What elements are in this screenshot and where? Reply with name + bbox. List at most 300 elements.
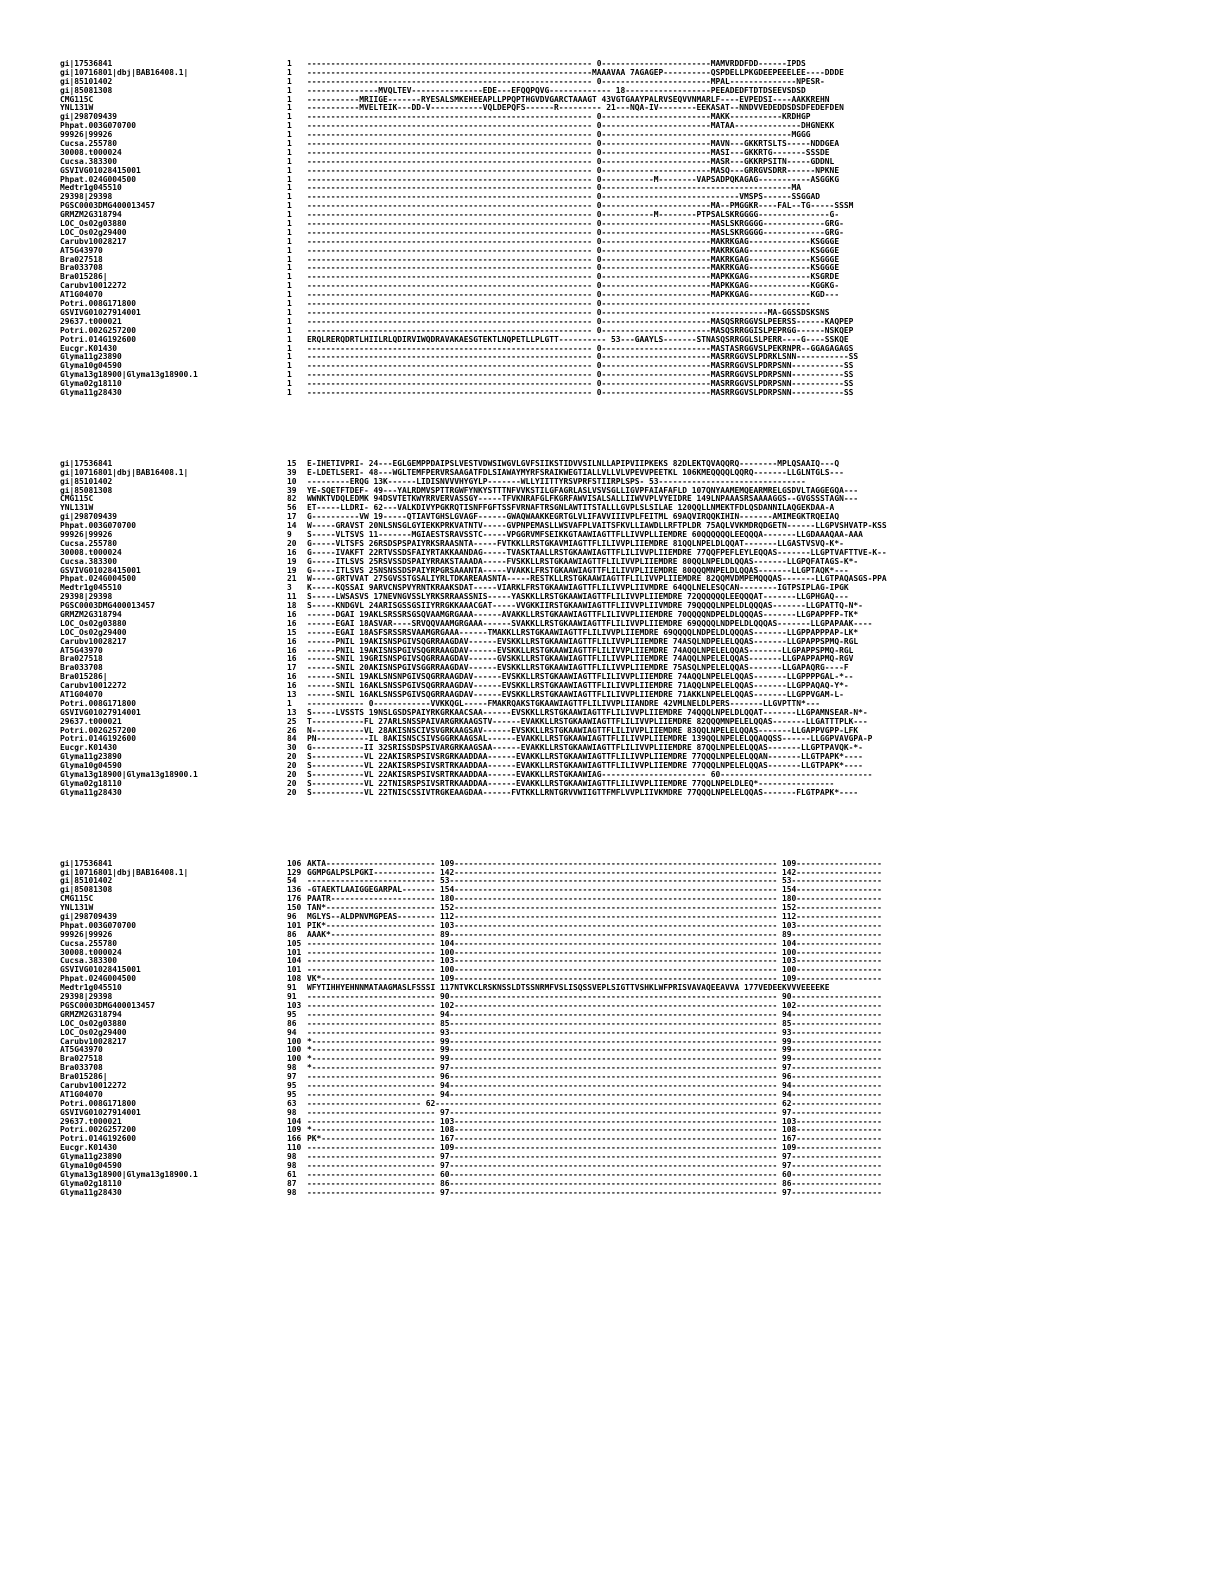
sequence-name: CMG115C bbox=[60, 895, 94, 904]
sequence-name: Carubv10012272 bbox=[60, 682, 127, 691]
sequence-residues: E-LDETLSERI- 48---WGLTEMFPERVRSAAGATFDLSIAWAYMYRFSRAIKWEGTIALLVLLVLVPEVVPEETKL 106KMEQQQQLQQRQ-------LLGLNTGLS--- bbox=[307, 468, 844, 477]
alignment-row bbox=[60, 664, 1165, 673]
alignment-row bbox=[60, 966, 1165, 975]
sequence-residues: G----------VW 19-----QTIAVTGHSLGVAGF------GWAQWAAKKEGRTGLVLIFAVVIIIVPLFEITML 69AQVIRQQKIHIN-------AMIMEGKTRQEIAQ bbox=[307, 513, 840, 522]
alignment-row bbox=[60, 558, 1165, 567]
alignment-row bbox=[60, 176, 1165, 185]
sequence-residues: ---------------MVQLTEV---------------EDE---EFQQPQVG------------- 18------------------PEEADEDFTDTDSEEVSDSD bbox=[307, 86, 806, 95]
alignment-row bbox=[60, 638, 1165, 647]
alignment-row bbox=[60, 1064, 1165, 1073]
sequence-residues: ------SNIL 19GRISNSPGIVSQGRRAAGDAV------GVSKKLLRSTGKAAWIAGTTFLILIVVPLIIEMDRE 74AQQLNPELELQQAS-------LLGPAPPAPMQ-RGV bbox=[307, 655, 854, 664]
sequence-residues: ------------------------------------------------------------ 0-----------M--------PTPSALSKRGGGG---------------G- bbox=[307, 211, 840, 220]
sequence-residues: --------------------------- 100-------------------------------------------------------------------- 100------------------ bbox=[307, 966, 882, 975]
sequence-start-position: 1 bbox=[287, 308, 292, 317]
sequence-residues: ------------------------------------------------------------ 0----------------------------------------MA bbox=[307, 184, 802, 193]
sequence-residues: W-----GRAVST 20NLSNSGLGYIEKKPRKVATNTV-----GVPNPEMASLLWSVAFPLVAITSFKVLLIAWDLLRFTPLDR 75AQLVVKMDRQDGETN------LLGPVSHVATP-KSS bbox=[307, 522, 887, 531]
sequence-name: Glyma13g18900|Glyma13g18900.1 bbox=[60, 371, 198, 380]
alignment-row bbox=[60, 211, 1165, 220]
sequence-start-position: 1 bbox=[287, 371, 292, 380]
sequence-start-position: 1 bbox=[287, 291, 292, 300]
alignment-row bbox=[60, 611, 1165, 620]
sequence-name: Potri.014G192600 bbox=[60, 335, 137, 344]
sequence-start-position: 101 bbox=[287, 921, 302, 930]
sequence-start-position: 16 bbox=[287, 673, 297, 682]
sequence-name: GSVIVG01028415001 bbox=[60, 166, 141, 175]
sequence-residues: -GTAEKTLAAIGGEGARPAL------- 154-------------------------------------------------------------------- 154------------------ bbox=[307, 886, 882, 895]
sequence-start-position: 1 bbox=[287, 148, 292, 157]
sequence-residues: N-----------VL 28AKISNSCIVSVGRKAAGSAV------EVSKKLLRSTGKAAWIAGTTFLILIVVPLIIEMDRE 83QQLNPELELQQAS-------LLGAPPVGPP-LFK bbox=[307, 726, 859, 735]
sequence-name: 99926|99926 bbox=[60, 131, 113, 140]
sequence-residues: ------------------------------------------------------------ 0-----------------------MASRRGGVSLPDRPSNN-----------SS bbox=[307, 371, 854, 380]
sequence-start-position: 166 bbox=[287, 1135, 302, 1144]
sequence-start-position: 100 bbox=[287, 1055, 302, 1064]
sequence-start-position: 1 bbox=[287, 122, 292, 131]
sequence-residues: --------------------------- 104-------------------------------------------------------------------- 104------------------ bbox=[307, 939, 882, 948]
alignment-row bbox=[60, 549, 1165, 558]
sequence-residues: S-----VLTSVS 11-------MGIAESTSRAVSSTC-----VPGGRVMFSEIKKGTAAWIAGTTFLLIVVPLLIEMDRE 60QQQQQQLEEQQQA-------LLGDAAAQAA-AAA bbox=[307, 530, 863, 539]
sequence-residues: WWNKTVDQLEDMK 94DSVTETKWYRRVERVASSGY-----TFVKNRAFGLFKGRFAWVISALSALLIIWVVPLVYEIDRE 149LNPAAASRSAAAAGGS--GVGSSSTAGN--- bbox=[307, 495, 859, 504]
sequence-start-position: 136 bbox=[287, 886, 302, 895]
sequence-start-position: 1 bbox=[287, 282, 292, 291]
sequence-name: YNL131W bbox=[60, 904, 94, 913]
sequence-name: gi|10716801|dbj|BAB16408.1| bbox=[60, 868, 189, 877]
alignment-row bbox=[60, 300, 1165, 309]
sequence-name: Eucgr.K01430 bbox=[60, 744, 118, 753]
sequence-residues: ------------------------------------------------------------ 0----------------------------------------MGGG bbox=[307, 131, 811, 140]
sequence-name: Bra027518 bbox=[60, 655, 103, 664]
alignment-row bbox=[60, 167, 1165, 176]
sequence-residues: ------------------------------------------------------------ 0-----------------------MA--PMGGKR----FAL--TG-----SSSM bbox=[307, 202, 854, 211]
alignment-block-1 bbox=[60, 60, 1165, 398]
sequence-residues: -----------MVELTEIK---DD-V-----------VQLDEPQFS------R--------- 21---NQA-IV--------EEKASAT--NNDVVEDEDDSDSDFEDEFDEN bbox=[307, 104, 844, 113]
alignment-row bbox=[60, 584, 1165, 593]
sequence-name: 30008.t000024 bbox=[60, 148, 122, 157]
alignment-row bbox=[60, 1153, 1165, 1162]
sequence-residues: ------------------------------------------------------------MAAAVAA 7AGAGEP----------QSPDELLPKGDEEPEEELEE----DDDE bbox=[307, 68, 844, 77]
alignment-row bbox=[60, 149, 1165, 158]
alignment-row bbox=[60, 949, 1165, 958]
sequence-start-position: 16 bbox=[287, 610, 297, 619]
sequence-residues: ------------------------------------------------------------ 0-----------------------MASRRGGVSLPDRPSNN-----------SS bbox=[307, 380, 854, 389]
sequence-start-position: 1 bbox=[287, 131, 292, 140]
sequence-start-position: 25 bbox=[287, 717, 297, 726]
sequence-name: GSVIVG01027914001 bbox=[60, 708, 141, 717]
sequence-residues: ------------------------------------------------------------ 0-----------------------MAMVRDDFDD------IPDS bbox=[307, 60, 806, 68]
sequence-start-position: 1 bbox=[287, 166, 292, 175]
sequence-start-position: 20 bbox=[287, 762, 297, 771]
sequence-start-position: 106 bbox=[287, 859, 302, 868]
alignment-row bbox=[60, 913, 1165, 922]
sequence-residues: ------------------------------------------------------------ 0-----------------------MASTASRGGVSLPEKRNPR--GGAGAGAGS bbox=[307, 344, 854, 353]
sequence-residues: K-----KQSSAI 9ARVCNSPVYRNTKRAAKSDAT-----VIARKLFRSTGKAAWIAGTTFLILIVVPLIIVMDRE 64QQLNELESQCAN--------IGTPSIPLAG-IPGK bbox=[307, 584, 849, 593]
alignment-row bbox=[60, 96, 1165, 105]
sequence-start-position: 1 bbox=[287, 699, 292, 708]
sequence-name: Glyma02g18110 bbox=[60, 380, 122, 389]
sequence-start-position: 39 bbox=[287, 486, 297, 495]
alignment-row bbox=[60, 575, 1165, 584]
alignment-row bbox=[60, 700, 1165, 709]
alignment-row bbox=[60, 682, 1165, 691]
sequence-start-position: 98 bbox=[287, 1064, 297, 1073]
sequence-name: Eucgr.K01430 bbox=[60, 344, 118, 353]
sequence-name: AT5G43970 bbox=[60, 246, 103, 255]
sequence-residues: *-------------------------- 99--------------------------------------------------------------------- 99------------------- bbox=[307, 1046, 882, 1055]
sequence-start-position: 105 bbox=[287, 939, 302, 948]
alignment-row bbox=[60, 1162, 1165, 1171]
sequence-name: LOC_Os02g29400 bbox=[60, 1028, 127, 1037]
sequence-name: 29637.t000021 bbox=[60, 1117, 122, 1126]
sequence-residues: --------------------------- 100-------------------------------------------------------------------- 100------------------ bbox=[307, 948, 882, 957]
alignment-row bbox=[60, 522, 1165, 531]
alignment-row bbox=[60, 620, 1165, 629]
sequence-start-position: 13 bbox=[287, 691, 297, 699]
sequence-residues: ------------------------------------------------------------ 0-----------------------MAPKKGAG-------------KGD--- bbox=[307, 291, 840, 300]
sequence-name: GSVIVG01027914001 bbox=[60, 308, 141, 317]
sequence-start-position: 1 bbox=[287, 86, 292, 95]
sequence-start-position: 17 bbox=[287, 513, 297, 522]
sequence-start-position: 17 bbox=[287, 664, 297, 673]
alignment-row bbox=[60, 327, 1165, 336]
alignment-row bbox=[60, 1073, 1165, 1082]
sequence-name: CMG115C bbox=[60, 495, 94, 504]
sequence-start-position: 16 bbox=[287, 655, 297, 664]
sequence-residues: --------------------------- 109-------------------------------------------------------------------- 109------------------ bbox=[307, 1144, 882, 1153]
sequence-name: Potri.002G257200 bbox=[60, 726, 137, 735]
sequence-name: Carubv10028217 bbox=[60, 637, 127, 646]
sequence-name: GSVIVG01027914001 bbox=[60, 1108, 141, 1117]
alignment-row bbox=[60, 762, 1165, 771]
alignment-row bbox=[60, 593, 1165, 602]
alignment-row bbox=[60, 540, 1165, 549]
sequence-start-position: 104 bbox=[287, 957, 302, 966]
sequence-start-position: 16 bbox=[287, 637, 297, 646]
alignment-row bbox=[60, 1144, 1165, 1153]
alignment-row bbox=[60, 282, 1165, 291]
alignment-row bbox=[60, 273, 1165, 282]
sequence-residues: ------------------------------------------------------------ 0-----------------------MAKK-----------KRDHGP bbox=[307, 113, 811, 122]
alignment-row bbox=[60, 122, 1165, 131]
sequence-name: Bra033708 bbox=[60, 664, 103, 673]
sequence-name: 29398|29398 bbox=[60, 193, 113, 202]
sequence-start-position: 9 bbox=[287, 530, 292, 539]
alignment-row bbox=[60, 1100, 1165, 1109]
sequence-residues: ------SNIL 19AKLSNSNPGIVSQGRRAAGDAV------EVSKKLLRSTGKAAWIAGTTFLILIVVPLIIEMDRE 74AQQLNPELELQQAS-------LLGPPPPGAL-*-- bbox=[307, 673, 854, 682]
sequence-residues: ------------------------------------------------------------ 0-----------------------MASI---GKKRTG-------SSSDE bbox=[307, 148, 830, 157]
alignment-row bbox=[60, 1055, 1165, 1064]
sequence-name: Glyma13g18900|Glyma13g18900.1 bbox=[60, 771, 198, 780]
sequence-name: Carubv10012272 bbox=[60, 1081, 127, 1090]
alignment-row bbox=[60, 1180, 1165, 1189]
sequence-start-position: 1 bbox=[287, 104, 292, 113]
sequence-residues: ------------------------------------------------------------ 0-----------------------MASLSKRGGGG-------------GRG- bbox=[307, 228, 844, 237]
sequence-residues: AKTA----------------------- 109-------------------------------------------------------------------- 109------------------ bbox=[307, 859, 882, 868]
sequence-residues: ERQLRERQDRTLHIILRLQDIRVIWQDRAVAKAESGTEKTLNQPETLLPLGTT---------- 53---GAAYLS-------STNASQSRRGGLSLPERR----G----SSKQE bbox=[307, 335, 849, 344]
sequence-start-position: 100 bbox=[287, 1046, 302, 1055]
alignment-row bbox=[60, 1126, 1165, 1135]
alignment-row bbox=[60, 87, 1165, 96]
alignment-row bbox=[60, 309, 1165, 318]
sequence-residues: ------------------------------------------------------------ 0-----------------------MASLSKRGGGG-------------GRG- bbox=[307, 220, 844, 229]
sequence-name: Phpat.024G004500 bbox=[60, 975, 137, 984]
sequence-name: Glyma10g04590 bbox=[60, 762, 122, 771]
sequence-name: Medtr1g045510 bbox=[60, 184, 122, 193]
sequence-residues: --------------------------- 94--------------------------------------------------------------------- 94------------------- bbox=[307, 1081, 882, 1090]
sequence-name: gi|10716801|dbj|BAB16408.1| bbox=[60, 68, 189, 77]
alignment-row bbox=[60, 495, 1165, 504]
sequence-start-position: 96 bbox=[287, 913, 297, 922]
sequence-start-position: 1 bbox=[287, 113, 292, 122]
sequence-start-position: 95 bbox=[287, 1090, 297, 1099]
sequence-start-position: 86 bbox=[287, 930, 297, 939]
sequence-name: Medtr1g045510 bbox=[60, 584, 122, 593]
alignment-row bbox=[60, 984, 1165, 993]
sequence-name: Cucsa.255780 bbox=[60, 939, 118, 948]
sequence-name: Glyma11g28430 bbox=[60, 388, 122, 397]
sequence-name: gi|298709439 bbox=[60, 513, 118, 522]
alignment-row bbox=[60, 1189, 1165, 1198]
sequence-residues: S-----------VL 22AKISRSPSIVSRTRKAADDAA------EVAKKLLRSTGKAAWIAGTTFLILIVVPLIIEMDRE 77QQQLNPELELQQAS-------LLGTPAPK*---- bbox=[307, 762, 863, 771]
alignment-row bbox=[60, 655, 1165, 664]
alignment-row bbox=[60, 1091, 1165, 1100]
sequence-residues: --------------------------- 102-------------------------------------------------------------------- 102------------------ bbox=[307, 1001, 882, 1010]
sequence-name: Phpat.003G070700 bbox=[60, 522, 137, 531]
alignment-row bbox=[60, 1118, 1165, 1127]
sequence-start-position: 84 bbox=[287, 735, 297, 744]
sequence-name: Carubv10028217 bbox=[60, 1037, 127, 1046]
sequence-name: PGSC0003DMG400013457 bbox=[60, 602, 156, 611]
alignment-row bbox=[60, 1135, 1165, 1144]
sequence-name: Medtr1g045510 bbox=[60, 984, 122, 993]
sequence-start-position: 91 bbox=[287, 993, 297, 1002]
alignment-row bbox=[60, 1029, 1165, 1038]
alignment-row bbox=[60, 957, 1165, 966]
sequence-residues: MGLYS--ALDPNVMGPEAS-------- 112-------------------------------------------------------------------- 112------------------ bbox=[307, 913, 882, 922]
sequence-residues: ------------------------------------------------------------ 0-----------------------MASRRGGVSLPDRKLSNN-----------SS bbox=[307, 353, 859, 362]
sequence-name: gi|17536841 bbox=[60, 859, 113, 868]
sequence-name: AT5G43970 bbox=[60, 646, 103, 655]
sequence-residues: --------------------------- 94--------------------------------------------------------------------- 94------------------- bbox=[307, 1090, 882, 1099]
sequence-start-position: 13 bbox=[287, 708, 297, 717]
sequence-name: Potri.014G192600 bbox=[60, 735, 137, 744]
sequence-residues: ------SNIL 16AKLSNSSPGIVSQGRRAAGDAV------EVSKKLLRSTGKAAWIAGTTFLILIVVPLIIEMDRE 71AKKLNPELELQQAS-------LLGPPVGAM-L- bbox=[307, 691, 844, 699]
sequence-name: Eucgr.K01430 bbox=[60, 1144, 118, 1153]
sequence-start-position: 1 bbox=[287, 344, 292, 353]
sequence-start-position: 1 bbox=[287, 317, 292, 326]
sequence-start-position: 20 bbox=[287, 753, 297, 762]
sequence-start-position: 1 bbox=[287, 380, 292, 389]
sequence-name: Glyma11g28430 bbox=[60, 1188, 122, 1197]
alignment-row bbox=[60, 940, 1165, 949]
sequence-residues: ------PNIL 19AKISNSPGIVSQGRRAAGDAV------EVSKKLLRSTGKAAWIAGTTFLILIVVPLIIEMDRE 74AQQLNPELELQQAS-------LLGPAPPSPMQ-RGL bbox=[307, 646, 854, 655]
sequence-start-position: 16 bbox=[287, 548, 297, 557]
sequence-start-position: 3 bbox=[287, 584, 292, 593]
alignment-row bbox=[60, 860, 1165, 869]
sequence-residues: ------------------------------------------------------------ 0-----------------------MAKRKGAG-------------KSGGGE bbox=[307, 264, 840, 273]
sequence-residues: S-----------VL 22TNISCSSIVTRGKEAAGDAA------FVTKKLLRNTGRVVWIIGTTFMFLVVPLIIVKMDRE 77QQQLNPELELQQAS-------FLGTPAPK*---- bbox=[307, 788, 859, 797]
sequence-name: Glyma11g23890 bbox=[60, 353, 122, 362]
sequence-residues: --------------------------- 97--------------------------------------------------------------------- 97------------------- bbox=[307, 1153, 882, 1162]
sequence-name: PGSC0003DMG400013457 bbox=[60, 202, 156, 211]
sequence-residues: ------------------------------------------------------------ 0-----------------------MASQ---GRRGVSDRR------NPKNE bbox=[307, 166, 840, 175]
sequence-residues: ------EGAI 18ASFSRSSRSVAAMGRGAAA------TMAKKLLRSTGKAAWIAGTTFLILIVVPLIIEMDRE 69QQQQLNDPELDLQQQAS-------LLGPPAPPPAP-LK* bbox=[307, 628, 859, 637]
sequence-name: GSVIVG01028415001 bbox=[60, 966, 141, 975]
sequence-start-position: 1 bbox=[287, 220, 292, 229]
alignment-row bbox=[60, 193, 1165, 202]
sequence-residues: ------DGAI 19AKLSRSSRSGSQVAAMGRGAAA------AVAKKLLRSTGKAAWIAGTTFLILIVVPLIIEMDRE 70QQQQNDPELDLQQQAS-------LLGPAPPFP-TK* bbox=[307, 610, 859, 619]
alignment-row bbox=[60, 140, 1165, 149]
sequence-residues: PN-----------IL 8AKISNSCSIVSGGRKAAGSAL------EVAKKLLRSTGKAAWIAGTTFLILIVVPLIIEMDRE 139QQLNPELELQQAQQSS------LLGGPVAVGPA-P bbox=[307, 735, 873, 744]
sequence-residues: --------------------------- 103-------------------------------------------------------------------- 103------------------ bbox=[307, 1117, 882, 1126]
sequence-start-position: 1 bbox=[287, 255, 292, 264]
sequence-residues: ---------ERQG 13K------LIDISNVVVHYGYLP-------WLLYIITTYRSVPRFSTIIRPLSPS- 53------------------------------- bbox=[307, 477, 806, 486]
alignment-row bbox=[60, 709, 1165, 718]
sequence-residues: ------------------------------------------------------------ 0-----------------------MAVN---GKKRTSLTS-----NDDGEA bbox=[307, 140, 840, 149]
sequence-start-position: 56 bbox=[287, 504, 297, 513]
alignment-row bbox=[60, 336, 1165, 345]
sequence-name: LOC_Os02g29400 bbox=[60, 228, 127, 237]
sequence-start-position: 54 bbox=[287, 877, 297, 886]
sequence-name: gi|10716801|dbj|BAB16408.1| bbox=[60, 468, 189, 477]
sequence-name: 99926|99926 bbox=[60, 530, 113, 539]
sequence-name: Glyma13g18900|Glyma13g18900.1 bbox=[60, 1170, 198, 1179]
sequence-name: Bra033708 bbox=[60, 264, 103, 273]
alignment-row bbox=[60, 345, 1165, 354]
sequence-residues: ------------------------ 62------------------------------------------------------------------------ 62------------------- bbox=[307, 1099, 882, 1108]
sequence-start-position: 129 bbox=[287, 868, 302, 877]
sequence-residues: GGMPGALPSLPGKI------------- 142-------------------------------------------------------------------- 142------------------ bbox=[307, 868, 882, 877]
sequence-name: 29637.t000021 bbox=[60, 717, 122, 726]
sequence-start-position: 11 bbox=[287, 593, 297, 602]
alignment-row bbox=[60, 158, 1165, 167]
sequence-residues: S-----KNDGVL 24ARISGSSGSIIYRRGKKAAACGAT-----VVGKKIIRSTGKAAWIAGTTFLIIVVPLIIVMDRE 79QQQQLNPELDLQQQAS-------LLGPATTQ-N*- bbox=[307, 602, 863, 611]
sequence-residues: G-----ITLSVS 25NSNSSDSPAIYRPGRSAAANTA-----VVAKKLFRSTGKAAWIAGTTFLILIVVPLIIEMDRE 80QQQMNPELDLQQAS-------LLGPTAQK*--- bbox=[307, 566, 849, 575]
sequence-name: Phpat.024G004500 bbox=[60, 575, 137, 584]
sequence-residues: PIK*----------------------- 103-------------------------------------------------------------------- 103------------------ bbox=[307, 921, 882, 930]
sequence-name: Carubv10028217 bbox=[60, 237, 127, 246]
sequence-residues: *-------------------------- 108-------------------------------------------------------------------- 108------------------ bbox=[307, 1126, 882, 1135]
sequence-start-position: 1 bbox=[287, 273, 292, 282]
sequence-residues: ------EGAI 18ASVAR----SRVQQVAAMGRGAAA------SVAKKLLRSTGKAAWIAGTTFLILIVVPLIIEMDRE 69QQQQLNDPELDLQQQAS-------LLGPAPAAK---- bbox=[307, 619, 873, 628]
sequence-start-position: 1 bbox=[287, 362, 292, 371]
sequence-start-position: 82 bbox=[287, 495, 297, 504]
sequence-start-position: 101 bbox=[287, 948, 302, 957]
alignment-row bbox=[60, 895, 1165, 904]
sequence-start-position: 20 bbox=[287, 779, 297, 788]
alignment-row bbox=[60, 869, 1165, 878]
sequence-residues: S-----------VL 22AKISRSPSIVSRGRKAADDAA------EVAKKLLRSTGKAAWIAGTTFLILIVVPLIIEMDRE 77QQQLNPELELQQAN-------LLGTPAPK*---- bbox=[307, 753, 863, 762]
alignment-row bbox=[60, 567, 1165, 576]
alignment-row bbox=[60, 735, 1165, 744]
sequence-name: Bra015286| bbox=[60, 1073, 108, 1082]
sequence-name: GRMZM2G318794 bbox=[60, 1010, 122, 1019]
sequence-start-position: 1 bbox=[287, 68, 292, 77]
sequence-residues: ------------------------------------------------------------ 0-----------------------MATAA--------------DHGNEKK bbox=[307, 122, 835, 131]
sequence-residues: VK*------------------------ 109-------------------------------------------------------------------- 109------------------ bbox=[307, 975, 882, 984]
sequence-residues: --------------------------- 85--------------------------------------------------------------------- 85------------------- bbox=[307, 1019, 882, 1028]
alignment-row bbox=[60, 1011, 1165, 1020]
alignment-row bbox=[60, 184, 1165, 193]
sequence-name: GRMZM2G318794 bbox=[60, 211, 122, 220]
sequence-residues: TAN*----------------------- 152-------------------------------------------------------------------- 152------------------ bbox=[307, 904, 882, 913]
alignment-row bbox=[60, 771, 1165, 780]
sequence-start-position: 95 bbox=[287, 1010, 297, 1019]
sequence-start-position: 1 bbox=[287, 184, 292, 193]
sequence-residues: ------------------------------------------------------------ 0-----------------------MPAL--------------NPESR- bbox=[307, 77, 825, 86]
sequence-start-position: 176 bbox=[287, 895, 302, 904]
sequence-start-position: 109 bbox=[287, 1126, 302, 1135]
sequence-residues: *-------------------------- 99--------------------------------------------------------------------- 99------------------- bbox=[307, 1037, 882, 1046]
sequence-name: Bra033708 bbox=[60, 1064, 103, 1073]
sequence-name: Bra027518 bbox=[60, 1055, 103, 1064]
alignment-row bbox=[60, 238, 1165, 247]
alignment-row bbox=[60, 744, 1165, 753]
sequence-name: 30008.t000024 bbox=[60, 548, 122, 557]
sequence-name: Phpat.003G070700 bbox=[60, 921, 137, 930]
sequence-name: gi|298709439 bbox=[60, 113, 118, 122]
sequence-name: Potri.008G171800 bbox=[60, 300, 137, 309]
sequence-residues: ------------------------------------------------------------ 0-----------------------MASRRGGVSLPDRPSNN-----------SS bbox=[307, 362, 854, 371]
sequence-residues: E-IHETIVPRI- 24---EGLGEMPPDAIPSLVESTVDWSIWGVLGVFSIIKSTIDVVSILNLLAPIPVIIPKEKS 82DLEKTQVAQQRQ--------MPLQSAAIQ---Q bbox=[307, 459, 840, 468]
alignment-row bbox=[60, 264, 1165, 273]
alignment-row bbox=[60, 1002, 1165, 1011]
alignment-row bbox=[60, 993, 1165, 1002]
sequence-name: gi|85081308 bbox=[60, 86, 113, 95]
sequence-start-position: 1 bbox=[287, 353, 292, 362]
sequence-residues: *-------------------------- 99--------------------------------------------------------------------- 99------------------- bbox=[307, 1055, 882, 1064]
sequence-name: AT1G04070 bbox=[60, 691, 103, 699]
alignment-row bbox=[60, 291, 1165, 300]
alignment-row bbox=[60, 256, 1165, 265]
sequence-name: Phpat.024G004500 bbox=[60, 175, 137, 184]
sequence-name: Bra027518 bbox=[60, 255, 103, 264]
sequence-start-position: 86 bbox=[287, 1019, 297, 1028]
sequence-residues: --------------------------- 97--------------------------------------------------------------------- 97------------------- bbox=[307, 1161, 882, 1170]
alignment-row bbox=[60, 1109, 1165, 1118]
sequence-name: gi|85101402 bbox=[60, 877, 113, 886]
sequence-start-position: 14 bbox=[287, 522, 297, 531]
sequence-name: Potri.002G257200 bbox=[60, 326, 137, 335]
sequence-start-position: 1 bbox=[287, 335, 292, 344]
sequence-start-position: 20 bbox=[287, 539, 297, 548]
sequence-alignment bbox=[60, 60, 1165, 1230]
sequence-name: 99926|99926 bbox=[60, 930, 113, 939]
sequence-start-position: 21 bbox=[287, 575, 297, 584]
sequence-name: 29398|29398 bbox=[60, 593, 113, 602]
sequence-name: 29637.t000021 bbox=[60, 317, 122, 326]
sequence-name: Glyma10g04590 bbox=[60, 1161, 122, 1170]
alignment-row bbox=[60, 487, 1165, 496]
alignment-row bbox=[60, 531, 1165, 540]
sequence-start-position: 150 bbox=[287, 904, 302, 913]
sequence-residues: ------------------------------------------------------------ 0-----------------------MASR---GKKRPSITN-----GDDNL bbox=[307, 157, 835, 166]
alignment-row bbox=[60, 389, 1165, 398]
sequence-start-position: 10 bbox=[287, 477, 297, 486]
sequence-residues: --------------------------- 93--------------------------------------------------------------------- 93------------------- bbox=[307, 1028, 882, 1037]
sequence-start-position: 110 bbox=[287, 1144, 302, 1153]
sequence-name: Glyma11g23890 bbox=[60, 753, 122, 762]
sequence-residues: ------------------------------------------------------------ 0-----------------------MASQSRRGGISLPEPRGG------NSKQEP bbox=[307, 326, 854, 335]
sequence-start-position: 1 bbox=[287, 77, 292, 86]
sequence-residues: ------------------------------------------------------------ 0-----------------------MAKRKGAG-------------KSGGGE bbox=[307, 246, 840, 255]
sequence-residues: ------------ 0------------VVKKQGL-----FMAKRQAKSTGKAAWIAGTTFLILIVVPLIIANDRE 42VMLNELDLPERS-------LLGVPTTN*--- bbox=[307, 699, 821, 708]
sequence-name: Potri.008G171800 bbox=[60, 699, 137, 708]
sequence-name: Carubv10012272 bbox=[60, 282, 127, 291]
sequence-name: GRMZM2G318794 bbox=[60, 610, 122, 619]
alignment-row bbox=[60, 131, 1165, 140]
alignment-row bbox=[60, 513, 1165, 522]
sequence-name: Cucsa.383300 bbox=[60, 557, 118, 566]
sequence-name: YNL131W bbox=[60, 104, 94, 113]
